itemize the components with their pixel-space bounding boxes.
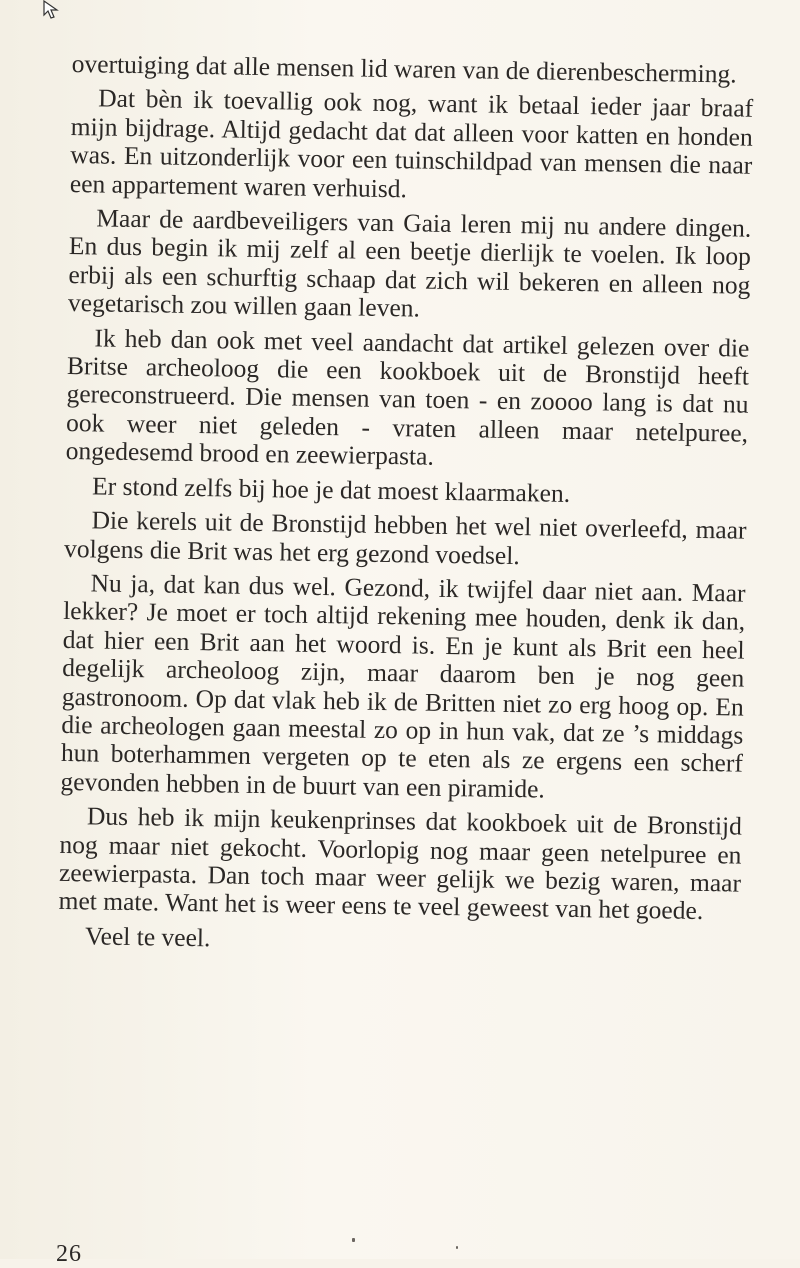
paragraph: Dus heb ik mijn keukenprinses dat kookboek uit de Bronstijd nog maar niet gekocht. Voorlopig nog maar geen netelpuree en zeewierpasta. Dan toch maar weer gelijk we bezig waren, maar met mate. Want het is weer eens te veel geweest van het goede. <box>58 801 743 926</box>
paragraph: Dat bèn ik toevallig ook nog, want ik betaal ieder jaar braaf mijn bijdrage. Altijd gedacht dat dat alleen voor katten en honden was. En uitzonderlijk voor een tuinschildpad van mensen die naar een appartement waren verhuisd. <box>69 83 754 203</box>
paragraph: Ik heb dan ook met veel aandacht dat artikel gelezen over die Britse archeoloog die een kookboek uit de Bronstijd heeft gereconstrueerd. Die mensen van toen - en zoooo lang is dat nu ook weer niet geleden - vraten alleen maar netelpuree, ongedesemd brood en zeewierpasta. <box>65 323 750 472</box>
paragraph: Die kerels uit de Bronstijd hebben het wel niet overleefd, maar volgens die Brit was het erg gezond voedsel. <box>63 505 747 570</box>
paragraph: Er stond zelfs bij hoe je dat moest klaarmaken. <box>91 471 571 508</box>
page-number: 26 <box>56 1241 82 1267</box>
body-text <box>58 50 754 967</box>
paragraph: Veel te veel. <box>84 921 211 953</box>
paper-speck <box>352 1238 355 1242</box>
mouse-pointer-icon <box>42 0 66 20</box>
paper-speck <box>456 1246 458 1249</box>
paragraph: overtuiging dat alle mensen lid waren van de dierenbescherming. <box>71 49 737 89</box>
paragraph: Nu ja, dat kan dus wel. Gezond, ik twijfel daar niet aan. Maar lekker? Je moet er toch altijd rekening mee houden, denk ik dan, dat hier een Brit aan het woord is. En je kunt als Brit een heel degelijk archeoloog zijn, maar daarom ben je nog geen gastronoom. Op dat vlak heb ik de Britten niet zo erg hoog op. En die archeologen gaan meestal zo op in hun vak, dat ze ’s middags hun boterhammen vergeten op te eten als ze ergens een scherf gevonden hebben in de buurt van een piramide. <box>60 568 746 804</box>
paragraph: Maar de aardbeveiligers van Gaia leren mij nu andere dingen. En dus begin ik mij zelf al een beetje dierlijk te voelen. Ik loop erbij als een schurftig schaap dat zich wil bekeren en alleen nog vegetarisch zou willen gaan leven. <box>67 203 752 323</box>
